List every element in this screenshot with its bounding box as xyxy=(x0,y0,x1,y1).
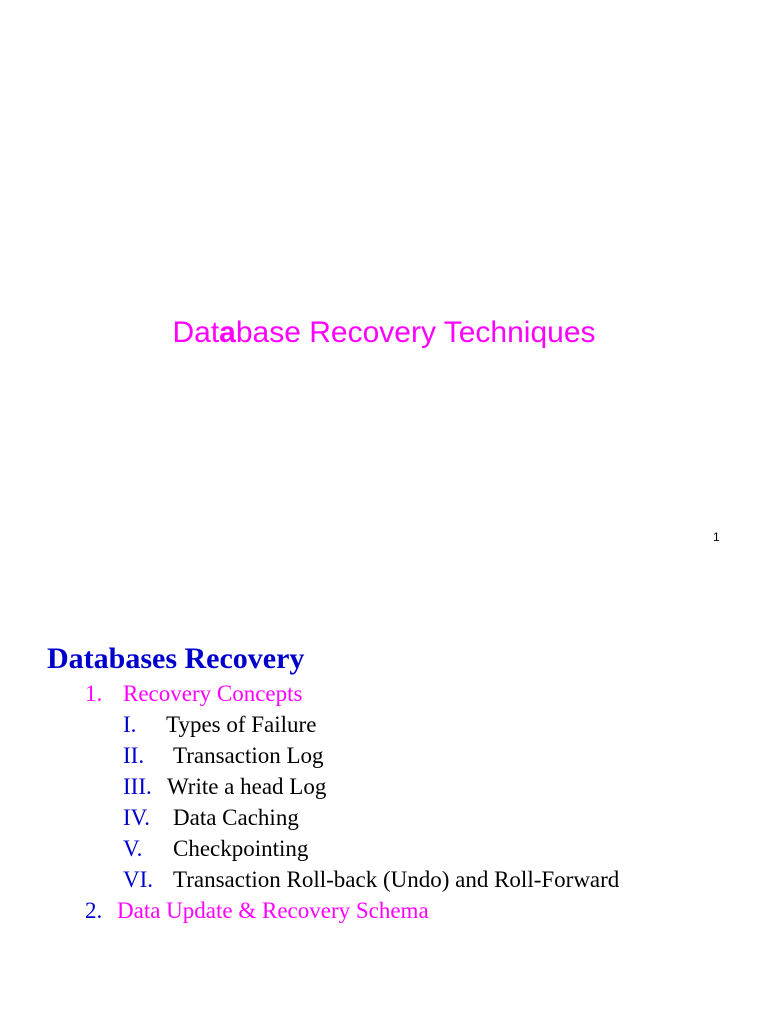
sub-list-item-marker: IV. xyxy=(123,805,151,830)
title-part-3: base Recovery Techniques xyxy=(235,316,596,349)
title-part-2: a xyxy=(219,316,236,349)
sub-list-item-text: Transaction Roll-back (Undo) and Roll-Forward xyxy=(173,867,620,892)
sub-list-item-text: Transaction Log xyxy=(173,743,324,768)
title-part-1: Dat xyxy=(172,316,220,349)
sub-list-item-marker: III. xyxy=(123,774,152,799)
sub-list-item-text: Write a head Log xyxy=(167,774,327,799)
outline-heading: Databases Recovery xyxy=(47,642,305,675)
list-item-text: Data Update & Recovery Schema xyxy=(117,898,429,923)
sub-list-item-marker: V. xyxy=(123,836,143,861)
sub-list-item-text: Checkpointing xyxy=(173,836,309,861)
list-item-text: Recovery Concepts xyxy=(123,681,303,706)
list-item-marker: 2. xyxy=(85,898,103,923)
slide-2 xyxy=(0,600,768,1024)
list-item-marker: 1. xyxy=(85,681,103,706)
sub-list-item-marker: I. xyxy=(123,712,137,737)
slide-title xyxy=(0,313,768,353)
sub-list-item-text: Types of Failure xyxy=(166,712,317,737)
sub-list-item-marker: II. xyxy=(123,743,145,768)
sub-list-item-text: Data Caching xyxy=(173,805,299,830)
page-number: 1 xyxy=(713,530,720,544)
sub-list-item-marker: VI. xyxy=(123,867,154,892)
